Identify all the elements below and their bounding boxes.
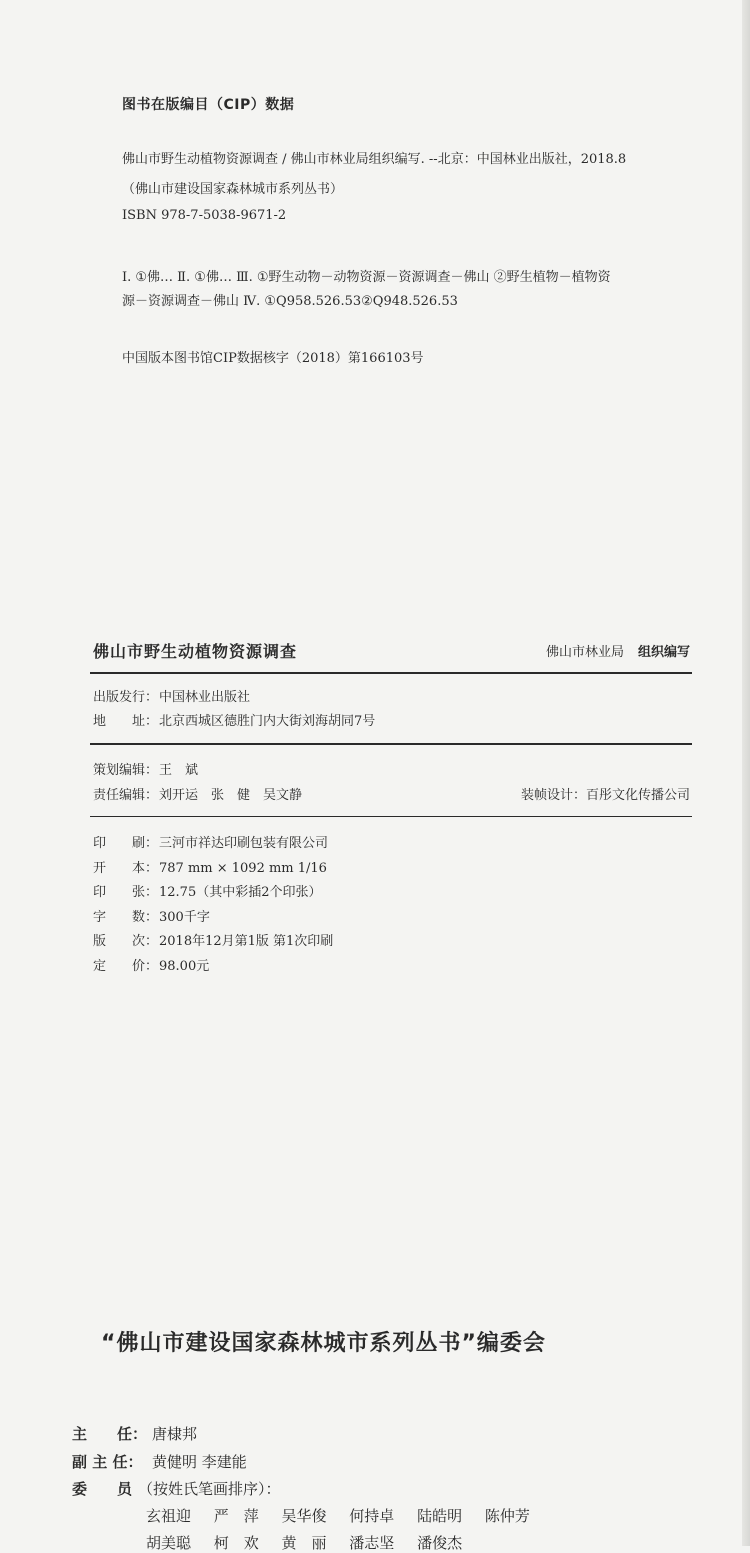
responsible-editor-line [93,784,302,803]
cip-isbn: ISBN 978-7-5038-9671-2 [122,208,287,223]
organizer-name: 佛山市林业局 [545,645,624,660]
book-organizer [546,641,690,660]
page-edge [742,0,750,1546]
chief-label: 主 任： [72,1425,148,1443]
price-label: 定 价： [93,959,159,974]
printing-line [93,832,328,851]
price-value: 98.00元 [159,959,210,974]
sheets-line [93,881,322,900]
committee-title: “佛山市建设国家森林城市系列丛书”编委会 [101,1331,546,1356]
planning-editor-label: 策划编辑： [93,763,159,778]
cip-classification-line-1: Ⅰ. ①佛… Ⅱ. ①佛… Ⅲ. ①野生动物－动物资源－资源调查－佛山 ②野生植物－植物资 [122,270,611,285]
sheets-value: 12.75（其中彩插2个印张） [159,885,322,900]
binding-design-line [521,784,690,803]
edition-line [93,930,333,949]
publisher-line [93,686,250,705]
edition-label: 版 次： [93,934,159,949]
address-label: 地 址： [93,714,159,729]
cip-check-number: 中国版本图书馆CIP数据核字（2018）第166103号 [122,351,424,366]
binding-design-label: 装帧设计： [520,788,586,803]
words-value: 300千字 [159,910,210,925]
cip-heading: 图书在版编目（CIP）数据 [122,97,295,113]
address-value: 北京西城区德胜门内大街刘海胡同7号 [159,714,376,729]
members-row-1: 玄祖迎 严 萍 吴华俊 何持卓 陆皓明 陈仲芳 [146,1507,530,1525]
committee-vice-line [72,1451,247,1472]
format-label: 开 本： [93,861,159,876]
responsible-editor-label: 责任编辑： [93,788,159,803]
edition-value: 2018年12月第1版 第1次印刷 [159,934,334,949]
sheets-label: 印 张： [93,885,159,900]
format-line [93,857,327,876]
publisher-label: 出版发行： [93,690,159,705]
committee-members-line [72,1478,281,1499]
divider-2 [90,743,692,745]
price-line [93,955,209,974]
cip-series-line: （佛山市建设国家森林城市系列丛书） [122,182,344,197]
format-value: 787 mm × 1092 mm 1/16 [159,861,327,876]
responsible-editor-value: 刘开运 张 健 吴文静 [159,788,303,803]
cip-classification-line-2: 源－资源调查－佛山 Ⅳ. ①Q958.526.53②Q948.526.53 [122,294,458,309]
address-line [93,710,375,729]
book-title: 佛山市野生动植物资源调查 [93,642,298,661]
members-row-2: 胡美聪 柯 欢 黄 丽 潘志坚 潘俊杰 [146,1534,463,1552]
words-line [93,906,210,925]
members-label: 委 员 [72,1480,133,1498]
publisher-value: 中国林业出版社 [159,690,251,705]
words-label: 字 数： [93,910,159,925]
vice-label: 副 主 任： [72,1453,143,1471]
chief-name: 唐棣邦 [152,1425,198,1443]
printing-value: 三河市祥达印刷包装有限公司 [159,836,329,851]
members-note: （按姓氏笔画排序）： [138,1480,281,1498]
planning-editor-line [93,759,198,778]
organizer-role: 组织编写 [637,645,690,660]
planning-editor-value: 王 斌 [159,763,199,778]
cip-record-line: 佛山市野生动植物资源调查 / 佛山市林业局组织编写. --北京：中国林业出版社，2018.8 [122,152,627,167]
vice-names: 黄健明 李建能 [152,1453,247,1471]
divider-3 [90,816,692,817]
committee-chief-line [72,1423,197,1444]
binding-design-value: 百彤文化传播公司 [585,788,690,803]
printing-label: 印 刷： [93,836,159,851]
divider-top [90,672,692,674]
